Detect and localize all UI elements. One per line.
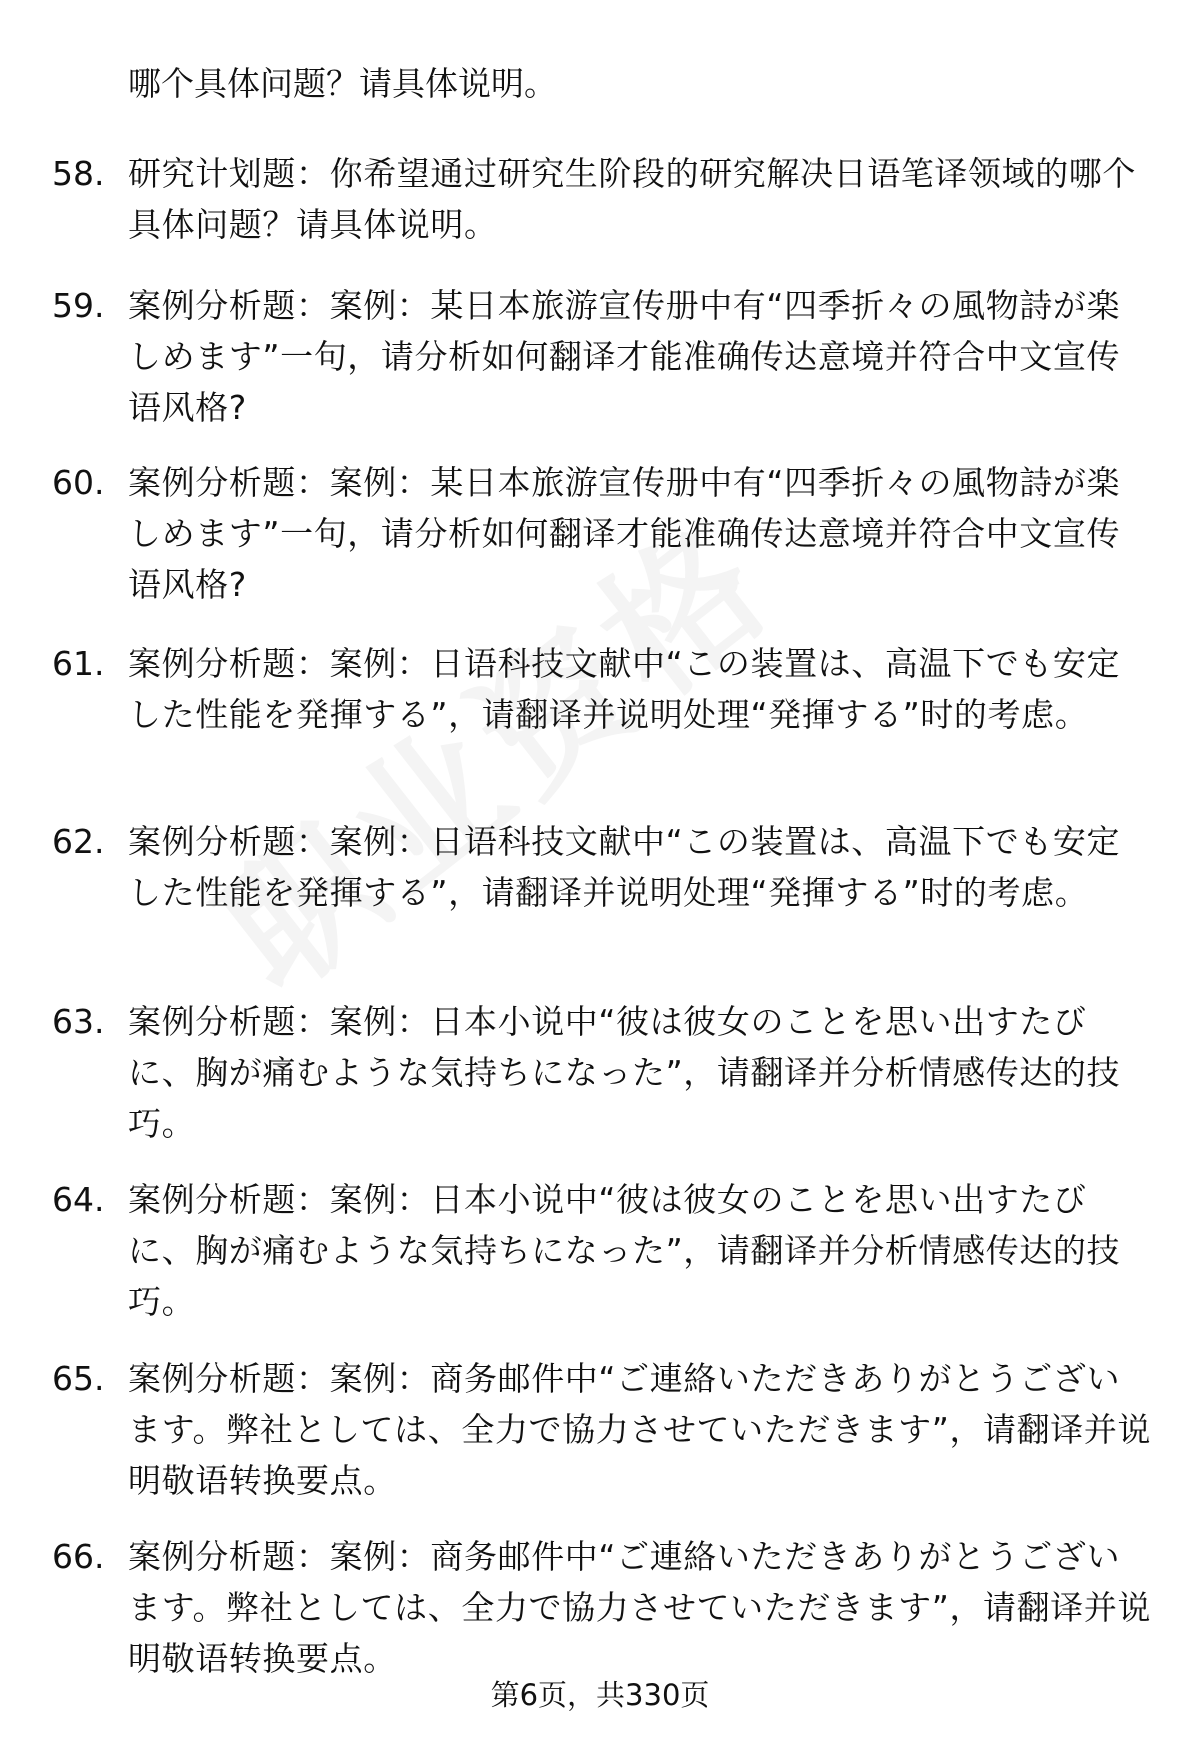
question-item — [52, 457, 1152, 610]
question-text: 案例分析题：案例：某日本旅游宣传册中有“四季折々の風物詩が楽しめます”一句，请分析如何翻译才能准确传达意境并符合中文宣传语风格? — [128, 286, 1121, 427]
question-number: 65. — [52, 1359, 105, 1398]
question-number: 61. — [52, 644, 105, 683]
question-number: 60. — [52, 463, 105, 502]
question-number: 64. — [52, 1180, 105, 1219]
question-text: 案例分析题：案例：日语科技文献中“この装置は、高温下でも安定した性能を発揮する”，请翻译并说明处理“発揮する”时的考虑。 — [128, 644, 1121, 734]
question-item — [52, 1353, 1152, 1506]
question-number: 58. — [52, 154, 105, 193]
question-number: 63. — [52, 1002, 105, 1041]
question-item — [52, 1531, 1152, 1684]
question-number: 59. — [52, 286, 105, 325]
page-footer: 第6页，共330页 — [490, 1678, 710, 1712]
question-item — [52, 816, 1152, 918]
question-text: 案例分析题：案例：商务邮件中“ご連絡いただきありがとうございます。弊社としては、全力で協力させていただきます”，请翻译并说明敬语转换要点。 — [128, 1359, 1152, 1500]
question-text: 案例分析题：案例：某日本旅游宣传册中有“四季折々の風物詩が楽しめます”一句，请分析如何翻译才能准确传达意境并符合中文宣传语风格? — [128, 463, 1121, 604]
question-item — [52, 280, 1152, 433]
question-text: 研究计划题：你希望通过研究生阶段的研究解决日语笔译领域的哪个具体问题？请具体说明。 — [128, 154, 1136, 244]
question-text: 案例分析题：案例：日本小说中“彼は彼女のことを思い出すたびに、胸が痛むような気持ちになった”，请翻译并分析情感传达的技巧。 — [128, 1002, 1121, 1143]
continuation-text: 哪个具体问题？请具体说明。 — [128, 64, 557, 103]
question-item — [52, 1174, 1152, 1327]
question-item — [52, 996, 1152, 1149]
question-number: 66. — [52, 1537, 105, 1576]
question-text: 案例分析题：案例：商务邮件中“ご連絡いただきありがとうございます。弊社としては、全力で協力させていただきます”，请翻译并说明敬语转换要点。 — [128, 1537, 1152, 1678]
question-number: 62. — [52, 822, 105, 861]
question-text: 案例分析题：案例：日语科技文献中“この装置は、高温下でも安定した性能を発揮する”，请翻译并说明处理“発揮する”时的考虑。 — [128, 822, 1121, 912]
question-item — [52, 148, 1152, 250]
question-item — [52, 638, 1152, 740]
question-text: 案例分析题：案例：日本小说中“彼は彼女のことを思い出すたびに、胸が痛むような気持ちになった”，请翻译并分析情感传达的技巧。 — [128, 1180, 1121, 1321]
